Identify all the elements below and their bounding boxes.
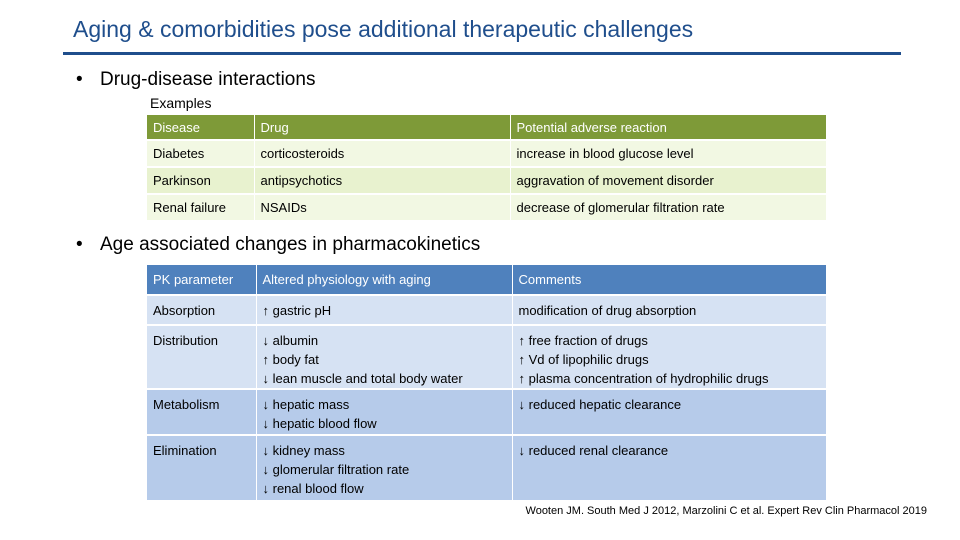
comment-line: modification of drug absorption bbox=[518, 303, 697, 318]
cell-comments bbox=[512, 295, 827, 325]
physiology-line: ↓ hepatic mass bbox=[262, 397, 350, 412]
header-comments: Comments bbox=[512, 265, 827, 295]
cell-physiology bbox=[256, 295, 512, 325]
table-row bbox=[147, 389, 827, 435]
cell-disease: Parkinson bbox=[147, 167, 254, 194]
bullet-dot: • bbox=[76, 234, 83, 255]
comment-line: ↓ reduced renal clearance bbox=[518, 443, 669, 458]
bullet-text: Age associated changes in pharmacokinetics bbox=[100, 234, 481, 255]
physiology-line: ↑ body fat bbox=[262, 352, 319, 367]
comment-line: ↓ reduced hepatic clearance bbox=[518, 397, 682, 412]
physiology-line: ↓ renal blood flow bbox=[262, 481, 364, 496]
cell-comments bbox=[512, 325, 827, 389]
cell-reaction: increase in blood glucose level bbox=[510, 140, 827, 167]
table-row bbox=[147, 167, 827, 194]
header-altered-physiology: Altered physiology with aging bbox=[256, 265, 512, 295]
physiology-line: ↑ gastric pH bbox=[262, 303, 332, 318]
physiology-line: ↓ kidney mass bbox=[262, 443, 345, 458]
cell-physiology bbox=[256, 389, 512, 435]
table-row bbox=[147, 325, 827, 389]
cell-comments bbox=[512, 435, 827, 500]
physiology-line: ↓ albumin bbox=[262, 333, 319, 348]
cell-reaction: decrease of glomerular filtration rate bbox=[510, 194, 827, 220]
table-row bbox=[147, 295, 827, 325]
bullet-pharmacokinetics bbox=[76, 234, 480, 256]
header-pk-parameter: PK parameter bbox=[147, 265, 256, 295]
cell-physiology bbox=[256, 325, 512, 389]
header-disease: Disease bbox=[147, 115, 254, 140]
table-row bbox=[147, 140, 827, 167]
physiology-line: ↓ glomerular filtration rate bbox=[262, 462, 410, 477]
cell-comments bbox=[512, 389, 827, 435]
comment-line: ↑ Vd of lipophilic drugs bbox=[518, 352, 649, 367]
cell-disease: Diabetes bbox=[147, 140, 254, 167]
title-divider bbox=[63, 52, 901, 55]
pharmacokinetics-table bbox=[147, 265, 827, 500]
cell-drug: corticosteroids bbox=[254, 140, 510, 167]
cell-parameter: Absorption bbox=[147, 295, 256, 325]
cell-reaction: aggravation of movement disorder bbox=[510, 167, 827, 194]
table-row bbox=[147, 435, 827, 500]
examples-label: Examples bbox=[150, 95, 212, 111]
physiology-line: ↓ hepatic blood flow bbox=[262, 416, 377, 431]
bullet-dot: • bbox=[76, 69, 83, 90]
cell-parameter: Metabolism bbox=[147, 389, 256, 435]
drug-disease-table bbox=[147, 115, 827, 220]
cell-disease: Renal failure bbox=[147, 194, 254, 220]
cell-physiology bbox=[256, 435, 512, 500]
table-row bbox=[147, 194, 827, 220]
cell-parameter: Elimination bbox=[147, 435, 256, 500]
table-header-row bbox=[147, 265, 827, 295]
cell-parameter: Distribution bbox=[147, 325, 256, 389]
header-drug: Drug bbox=[254, 115, 510, 140]
bullet-drug-disease bbox=[76, 69, 315, 91]
physiology-line: ↓ lean muscle and total body water bbox=[262, 371, 463, 386]
cell-drug: antipsychotics bbox=[254, 167, 510, 194]
header-adverse-reaction: Potential adverse reaction bbox=[510, 115, 827, 140]
citation: Wooten JM. South Med J 2012, Marzolini C et al. Expert Rev Clin Pharmacol 2019 bbox=[525, 505, 927, 517]
comment-line: ↑ free fraction of drugs bbox=[518, 333, 648, 348]
cell-drug: NSAIDs bbox=[254, 194, 510, 220]
comment-line: ↑ plasma concentration of hydrophilic drugs bbox=[518, 371, 769, 386]
slide-title: Aging & comorbidities pose additional therapeutic challenges bbox=[73, 16, 694, 42]
table-header-row bbox=[147, 115, 827, 140]
bullet-text: Drug-disease interactions bbox=[100, 69, 316, 90]
